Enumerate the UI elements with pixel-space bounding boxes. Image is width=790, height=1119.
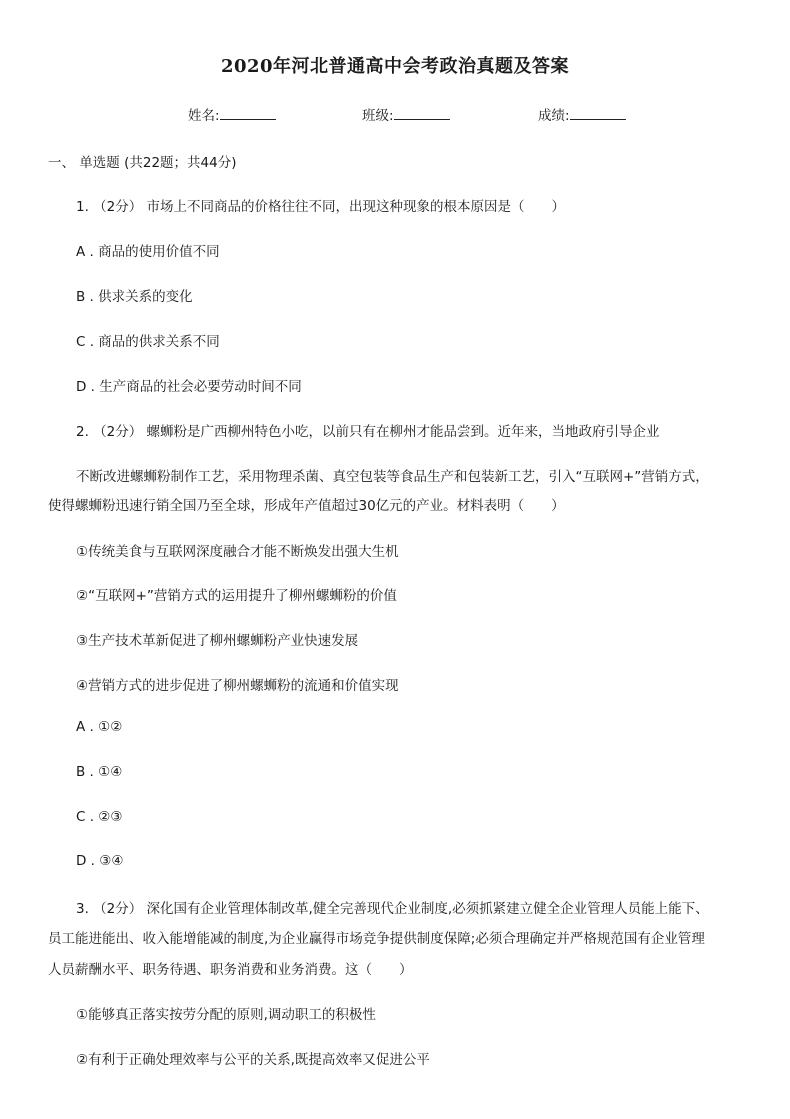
question-1-option-b: B . 供求关系的变化 xyxy=(76,289,193,305)
section-heading: 一、 单选题 (共22题；共44分) xyxy=(48,155,237,171)
name-label: 姓名: xyxy=(188,108,220,124)
question-2-stem: 2. （2分） 螺蛳粉是广西柳州特色小吃，以前只有在柳州才能品尝到。近年来，当地政府引导企业 xyxy=(76,424,660,440)
score-blank xyxy=(570,105,626,120)
question-2-option-a: A . ①② xyxy=(76,719,123,735)
class-field xyxy=(362,104,450,124)
page-title: 2020年河北普通高中会考政治真题及答案 xyxy=(220,56,570,77)
name-field xyxy=(188,104,276,124)
question-1-option-c: C . 商品的供求关系不同 xyxy=(76,334,220,350)
question-3-continuation: 人员薪酬水平、职务待遇、职务消费和业务消费。这（ ） xyxy=(48,962,413,978)
question-3-continuation: 员工能进能出、收入能增能减的制度,为企业赢得市场竞争提供制度保障;必须合理确定并严格规范国有企业管理 xyxy=(48,931,705,947)
question-2-option-b: B . ①④ xyxy=(76,764,123,780)
question-2-statement-2: ②“互联网+”营销方式的运用提升了柳州螺蛳粉的价值 xyxy=(76,588,397,604)
score-label: 成绩: xyxy=(538,108,570,124)
question-1-stem: 1. （2分） 市场上不同商品的价格往往不同，出现这种现象的根本原因是（ ） xyxy=(76,199,566,215)
question-3-statement-2: ②有利于正确处理效率与公平的关系,既提高效率又促进公平 xyxy=(76,1052,430,1068)
question-2-statement-1: ①传统美食与互联网深度融合才能不断焕发出强大生机 xyxy=(76,544,399,560)
name-blank xyxy=(220,105,276,120)
question-2-option-d: D . ③④ xyxy=(76,853,124,869)
question-3-statement-1: ①能够真正落实按劳分配的原则,调动职工的积极性 xyxy=(76,1007,376,1023)
question-2-option-c: C . ②③ xyxy=(76,809,123,825)
question-3-stem: 3. （2分） 深化国有企业管理体制改革,健全完善现代企业制度,必须抓紧建立健全企业管理人员能上能下、 xyxy=(76,901,709,917)
question-2-continuation: 使得螺蛳粉迅速行销全国乃至全球，形成年产值超过30亿元的产业。材料表明（ ） xyxy=(48,498,565,514)
question-2-statement-4: ④营销方式的进步促进了柳州螺蛳粉的流通和价值实现 xyxy=(76,678,399,694)
class-label: 班级: xyxy=(362,108,394,124)
class-blank xyxy=(394,105,450,120)
question-1-option-d: D . 生产商品的社会必要劳动时间不同 xyxy=(76,379,302,395)
question-2-continuation: 不断改进螺蛳粉制作工艺，采用物理杀菌、真空包装等食品生产和包装新工艺，引入“互联网+”营销方式， xyxy=(76,469,709,485)
question-1-option-a: A . 商品的使用价值不同 xyxy=(76,244,220,260)
question-2-statement-3: ③生产技术革新促进了柳州螺蛳粉产业快速发展 xyxy=(76,633,359,649)
score-field xyxy=(538,104,626,124)
